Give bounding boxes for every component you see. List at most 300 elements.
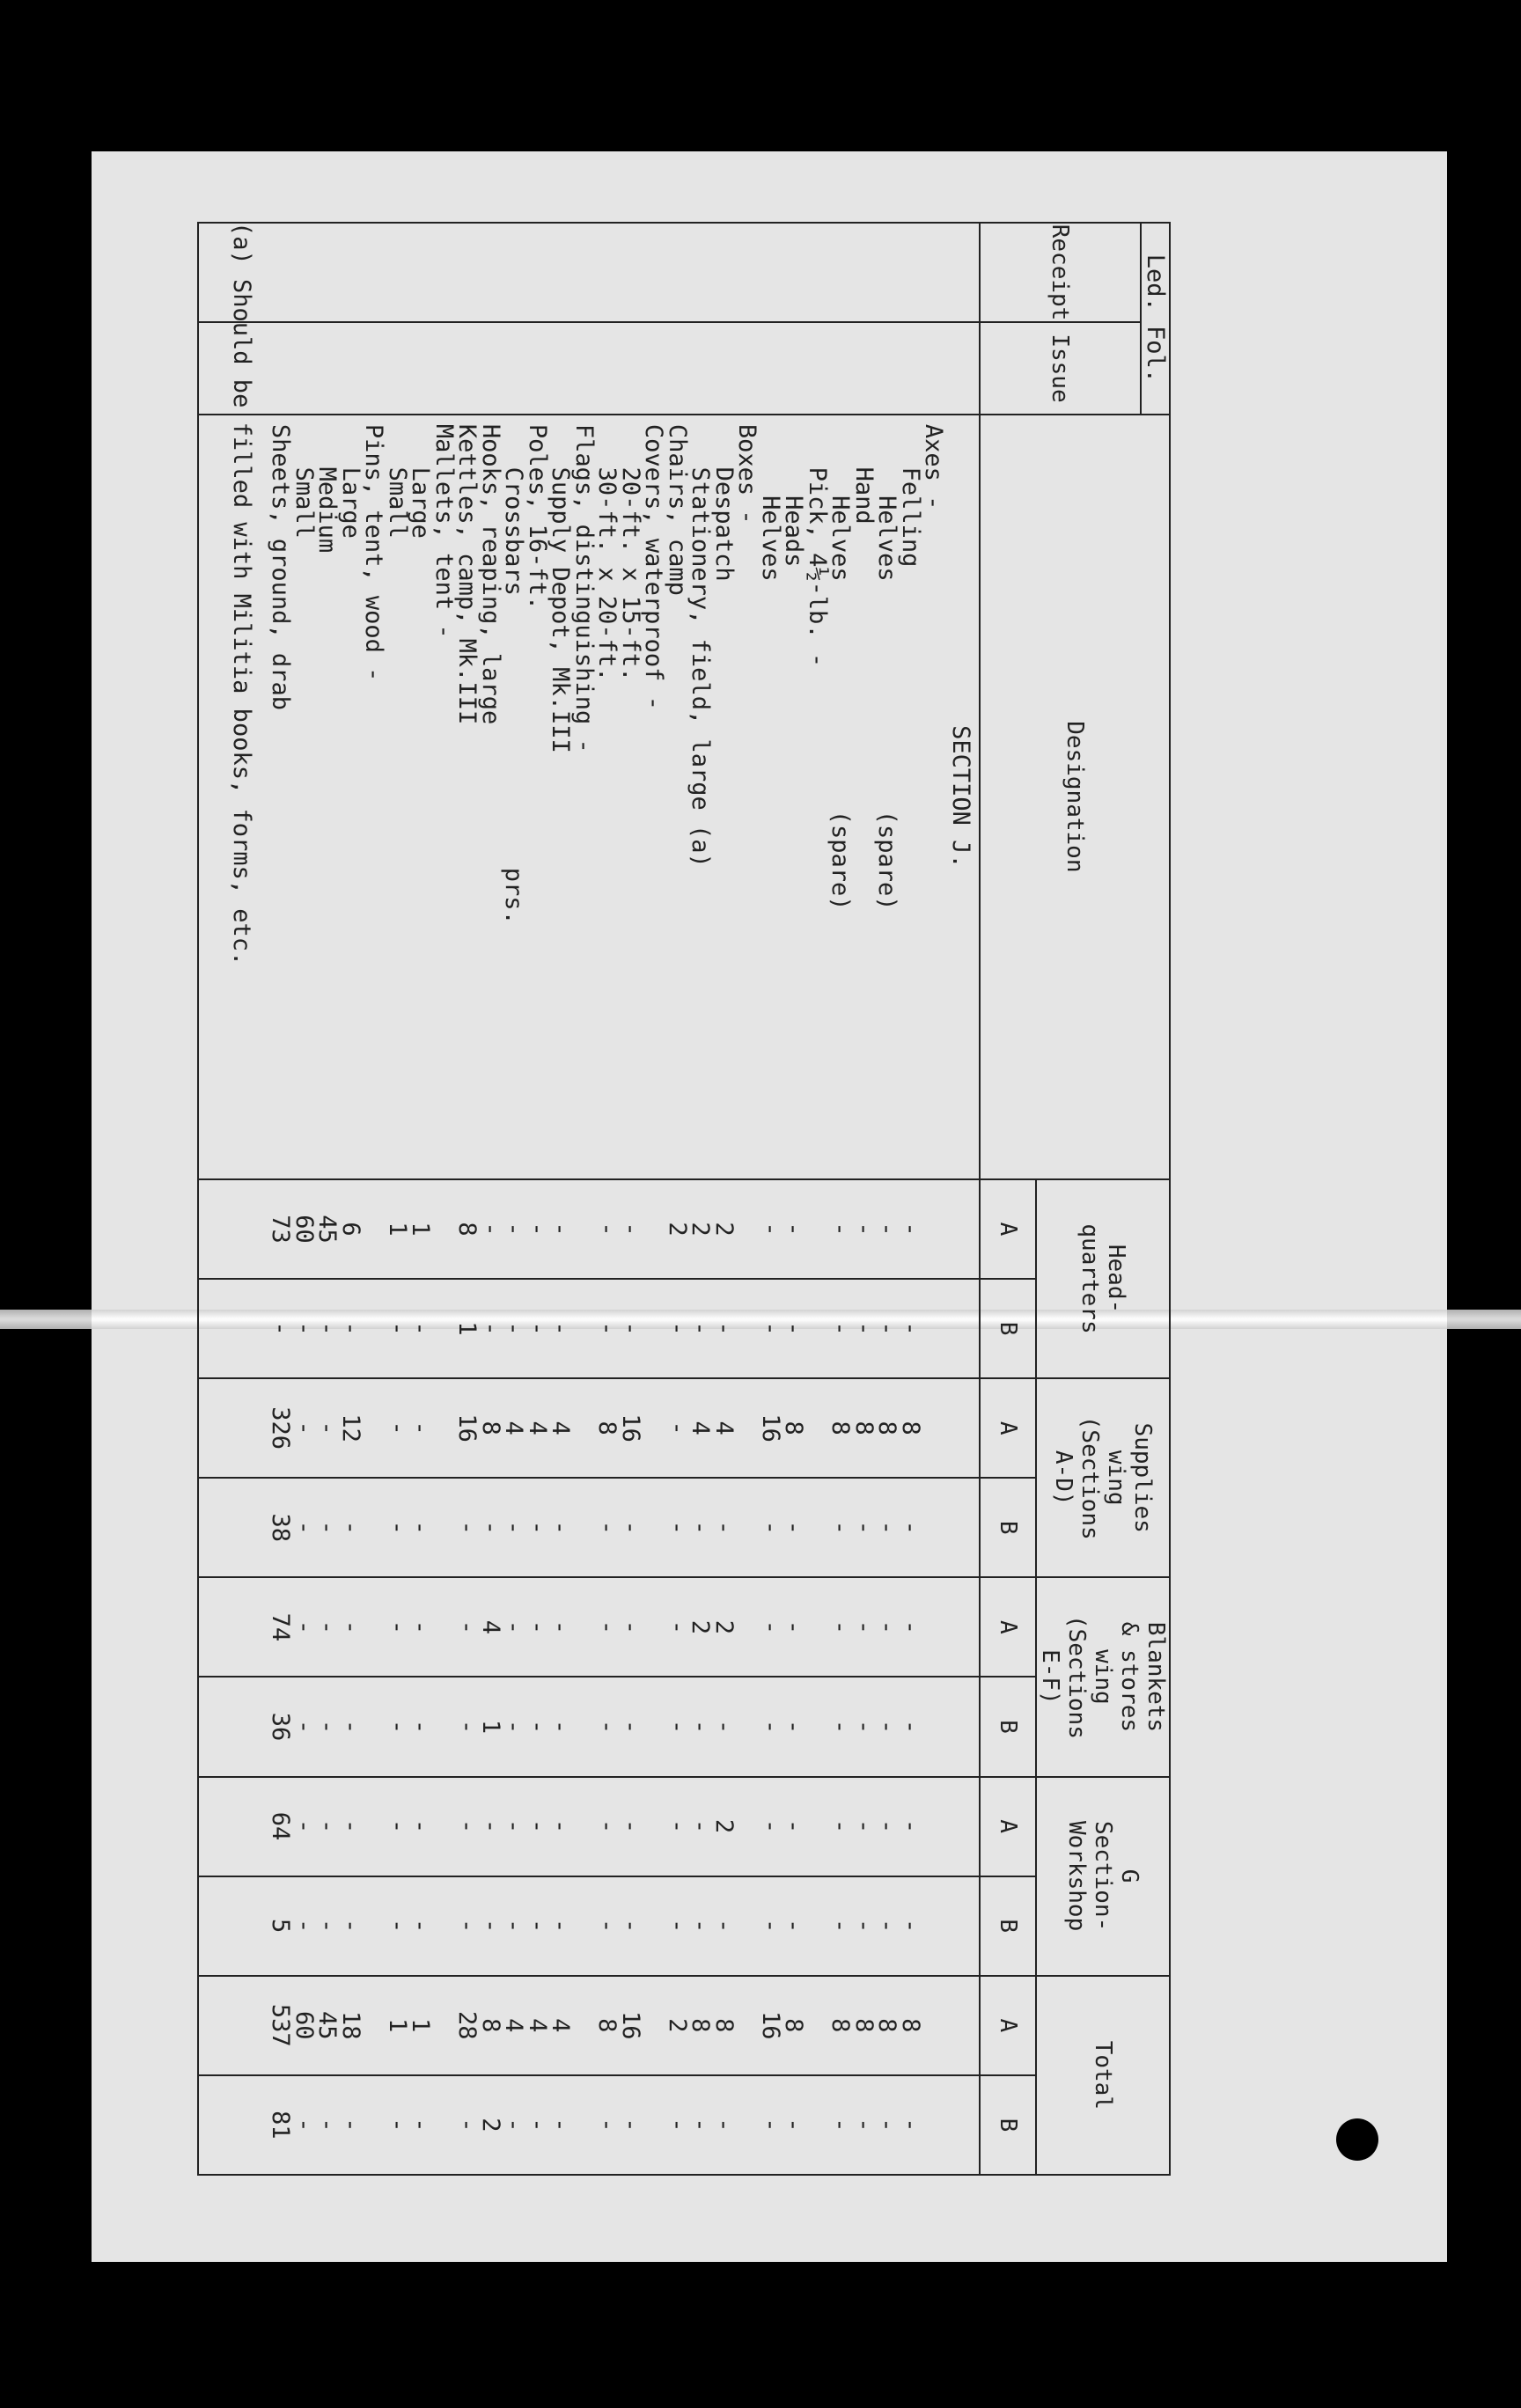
stores-table bbox=[197, 222, 1171, 2176]
table-cell: - bbox=[313, 1421, 342, 1435]
column-spacer bbox=[945, 1881, 973, 1971]
total-a-column bbox=[198, 1976, 980, 2075]
table-cell bbox=[922, 1184, 945, 1274]
table-cell: - bbox=[477, 1919, 504, 1934]
table-cell bbox=[735, 1881, 759, 1971]
table-cell: - bbox=[384, 1321, 411, 1336]
designation-row: Kettles, camp, Mk.III bbox=[453, 423, 481, 725]
designation-row: Flags, distinguishing - bbox=[570, 423, 598, 753]
designation-row: Stationery, field, large (a) bbox=[687, 423, 715, 868]
table-cell: - bbox=[384, 1719, 411, 1735]
table-cell: - bbox=[547, 2118, 575, 2133]
table-cell: 8 bbox=[477, 1421, 504, 1435]
table-cell: - bbox=[267, 1321, 295, 1336]
table-cell: 74 bbox=[267, 1612, 295, 1642]
table-cell: - bbox=[453, 1719, 481, 1735]
table-cell: 1 bbox=[407, 1222, 435, 1237]
table-cell bbox=[432, 1482, 456, 1573]
table-cell bbox=[805, 1283, 829, 1374]
table-cell bbox=[572, 1881, 596, 1971]
table-cell: - bbox=[757, 1919, 784, 1934]
table-cell: - bbox=[547, 1719, 575, 1735]
table-cell: - bbox=[547, 1222, 575, 1237]
subcolumn-header: B bbox=[980, 2075, 1036, 2175]
table-cell: 45 bbox=[313, 1215, 342, 1244]
table-cell: - bbox=[827, 1520, 855, 1535]
table-cell: - bbox=[710, 2118, 738, 2133]
table-cell bbox=[735, 1980, 759, 2071]
designation-header: Designation bbox=[980, 415, 1170, 1179]
supplies-a-column bbox=[198, 1378, 980, 1478]
table-cell bbox=[922, 1781, 945, 1872]
table-cell: - bbox=[500, 1222, 528, 1237]
table-cell: - bbox=[850, 1919, 878, 1934]
subcolumn-header: B bbox=[980, 1478, 1036, 1577]
designation-row: Large bbox=[407, 423, 435, 539]
issue-header: Issue bbox=[980, 322, 1141, 415]
table-cell bbox=[642, 1681, 665, 1772]
group-header-blankets: Blankets & stores wing (Sections E-F) bbox=[1036, 1577, 1170, 1776]
table-cell: 5 bbox=[267, 1919, 295, 1934]
table-cell: - bbox=[407, 1421, 435, 1435]
table-cell bbox=[805, 1781, 829, 1872]
table-cell: - bbox=[897, 1719, 924, 1735]
table-cell: 8 bbox=[897, 2018, 924, 2033]
table-cell: 45 bbox=[313, 2011, 342, 2040]
table-cell: - bbox=[500, 1719, 528, 1735]
table-cell bbox=[642, 1283, 665, 1374]
table-cell bbox=[362, 1283, 386, 1374]
table-cell: - bbox=[664, 2118, 691, 2133]
table-cell: - bbox=[757, 1520, 784, 1535]
designation-row: Heads bbox=[780, 423, 808, 568]
designation-row: Pick, 4½-lb. - bbox=[804, 423, 831, 668]
table-cell: - bbox=[757, 1719, 784, 1735]
table-cell: - bbox=[617, 1520, 644, 1535]
table-cell: - bbox=[500, 1321, 528, 1336]
table-cell: 2 bbox=[710, 1818, 738, 1834]
table-cell: 8 bbox=[687, 2018, 715, 2033]
table-cell: - bbox=[384, 1421, 411, 1435]
table-cell: - bbox=[873, 1818, 901, 1834]
table-cell bbox=[432, 1184, 456, 1274]
table-cell bbox=[922, 1881, 945, 1971]
table-cell: 4 bbox=[547, 1421, 575, 1435]
table-cell: 8 bbox=[593, 2018, 621, 2033]
table-cell: - bbox=[617, 1719, 644, 1735]
table-cell: - bbox=[664, 1421, 691, 1435]
table-cell: 16 bbox=[617, 2011, 644, 2040]
table-cell: - bbox=[477, 1818, 504, 1834]
table-cell: - bbox=[827, 1719, 855, 1735]
table-cell: - bbox=[524, 1619, 551, 1634]
column-spacer bbox=[945, 2080, 973, 2170]
subcolumn-header: B bbox=[980, 1876, 1036, 1976]
table-cell: 4 bbox=[687, 1421, 715, 1435]
table-cell: - bbox=[897, 2118, 924, 2133]
table-cell bbox=[432, 1383, 456, 1473]
designation-row: Despatch bbox=[710, 423, 738, 582]
table-cell: - bbox=[407, 2118, 435, 2133]
table-cell: - bbox=[477, 1222, 504, 1237]
designation-row: Sheets, ground, drab bbox=[267, 423, 295, 710]
table-cell: 8 bbox=[780, 1421, 808, 1435]
table-cell: - bbox=[780, 2118, 808, 2133]
table-cell: 2 bbox=[710, 1619, 738, 1634]
table-cell: 73 bbox=[267, 1215, 295, 1244]
table-cell: - bbox=[850, 1520, 878, 1535]
table-cell: - bbox=[897, 1321, 924, 1336]
table-cell: - bbox=[593, 1919, 621, 1934]
table-cell: - bbox=[850, 1222, 878, 1237]
table-cell bbox=[362, 1980, 386, 2071]
designation-row: Hand bbox=[850, 423, 878, 525]
table-cell: - bbox=[827, 1222, 855, 1237]
table-cell bbox=[362, 1781, 386, 1872]
table-cell: 28 bbox=[453, 2011, 481, 2040]
table-cell: - bbox=[337, 2118, 364, 2133]
table-cell: - bbox=[617, 1222, 644, 1237]
table-cell: - bbox=[873, 1222, 901, 1237]
table-cell bbox=[805, 1383, 829, 1473]
group-header-workshop: G Section- Workshop bbox=[1036, 1777, 1170, 1976]
table-cell: - bbox=[664, 1520, 691, 1535]
table-cell: - bbox=[500, 1520, 528, 1535]
table-cell: - bbox=[547, 1321, 575, 1336]
table-cell: - bbox=[290, 1719, 318, 1735]
table-cell bbox=[735, 1582, 759, 1672]
table-cell: - bbox=[687, 2118, 715, 2133]
table-cell: - bbox=[780, 1719, 808, 1735]
table-cell: - bbox=[337, 1719, 364, 1735]
group-header-headquarters: Head- quarters bbox=[1036, 1179, 1170, 1378]
table-cell: - bbox=[524, 1719, 551, 1735]
table-cell bbox=[735, 1781, 759, 1872]
table-cell: - bbox=[337, 1321, 364, 1336]
table-cell: - bbox=[873, 1321, 901, 1336]
table-cell bbox=[572, 1383, 596, 1473]
table-cell bbox=[735, 1681, 759, 1772]
table-cell: - bbox=[407, 1520, 435, 1535]
table-cell: 8 bbox=[827, 1421, 855, 1435]
rotated-form bbox=[185, 222, 1171, 2176]
subcolumn-header: B bbox=[980, 1677, 1036, 1776]
column-spacer bbox=[945, 1980, 973, 2071]
table-cell: - bbox=[710, 1520, 738, 1535]
table-cell: - bbox=[897, 1520, 924, 1535]
table-cell: - bbox=[313, 1619, 342, 1634]
table-cell: - bbox=[664, 1818, 691, 1834]
table-cell: - bbox=[547, 1919, 575, 1934]
table-cell: 8 bbox=[593, 1421, 621, 1435]
table-cell: - bbox=[547, 1619, 575, 1634]
table-cell: 2 bbox=[664, 2018, 691, 2033]
table-cell bbox=[432, 1980, 456, 2071]
table-cell: - bbox=[500, 1919, 528, 1934]
table-cell: - bbox=[757, 1818, 784, 1834]
table-cell: - bbox=[524, 1222, 551, 1237]
table-cell: 4 bbox=[500, 1421, 528, 1435]
table-cell: - bbox=[547, 1520, 575, 1535]
table-cell: - bbox=[313, 1321, 342, 1336]
table-cell: 81 bbox=[267, 2111, 295, 2140]
table-cell bbox=[572, 1482, 596, 1573]
table-cell bbox=[735, 1184, 759, 1274]
table-cell: - bbox=[617, 1619, 644, 1634]
designation-row: Helves (spare) bbox=[873, 423, 901, 911]
table-cell: 60 bbox=[290, 1215, 318, 1244]
designation-row: 20-ft. x 15-ft. bbox=[617, 423, 644, 682]
issue-column bbox=[198, 322, 980, 415]
table-cell: - bbox=[407, 1619, 435, 1634]
table-cell: - bbox=[593, 1520, 621, 1535]
table-cell: 1 bbox=[453, 1321, 481, 1336]
table-cell: - bbox=[850, 2118, 878, 2133]
section-title: SECTION J. bbox=[947, 725, 974, 869]
table-cell: 60 bbox=[290, 2011, 318, 2040]
table-cell bbox=[642, 1881, 665, 1971]
total-b-column bbox=[198, 2075, 980, 2175]
table-cell: - bbox=[710, 1321, 738, 1336]
table-cell: - bbox=[453, 1520, 481, 1535]
table-cell: - bbox=[850, 1321, 878, 1336]
table-cell: 16 bbox=[453, 1413, 481, 1443]
table-cell bbox=[572, 1283, 596, 1374]
table-cell: - bbox=[780, 1520, 808, 1535]
designation-row: Chairs, camp bbox=[664, 423, 691, 596]
column-spacer bbox=[945, 1781, 973, 1872]
table-cell bbox=[805, 1184, 829, 1274]
designation-row: Large bbox=[337, 423, 364, 539]
table-cell bbox=[572, 1781, 596, 1872]
table-cell bbox=[735, 2080, 759, 2170]
designation-row: Helves bbox=[757, 423, 784, 582]
subcolumn-header: A bbox=[980, 1577, 1036, 1677]
table-cell: 1 bbox=[384, 2018, 411, 2033]
table-cell: - bbox=[617, 1818, 644, 1834]
table-cell bbox=[362, 1184, 386, 1274]
designation-row: Crossbars prs. bbox=[500, 423, 528, 925]
table-cell: 36 bbox=[267, 1712, 295, 1742]
table-cell bbox=[805, 2080, 829, 2170]
designation-row: Poles, 16-ft. bbox=[524, 423, 551, 611]
table-cell: - bbox=[593, 1222, 621, 1237]
table-cell: - bbox=[453, 1818, 481, 1834]
table-cell: - bbox=[827, 2118, 855, 2133]
table-cell: - bbox=[664, 1321, 691, 1336]
table-cell: - bbox=[477, 1321, 504, 1336]
designation-row: Axes - bbox=[920, 423, 948, 510]
table-cell: 4 bbox=[500, 2018, 528, 2033]
table-cell: 2 bbox=[710, 1222, 738, 1237]
table-cell: - bbox=[593, 1321, 621, 1336]
table-cell bbox=[432, 2080, 456, 2170]
table-cell: - bbox=[617, 2118, 644, 2133]
table-cell: 2 bbox=[687, 1222, 715, 1237]
table-cell bbox=[805, 1881, 829, 1971]
table-cell: - bbox=[897, 1619, 924, 1634]
table-cell: - bbox=[500, 2118, 528, 2133]
table-cell bbox=[805, 1582, 829, 1672]
supplies-b-column bbox=[198, 1478, 980, 1577]
group-header-total: Total bbox=[1036, 1976, 1170, 2175]
table-cell: - bbox=[873, 1919, 901, 1934]
designation-row: Hooks, reaping, large bbox=[477, 423, 504, 725]
table-cell: - bbox=[453, 2118, 481, 2133]
table-cell: - bbox=[897, 1818, 924, 1834]
table-cell: - bbox=[384, 1619, 411, 1634]
table-cell: 8 bbox=[780, 2018, 808, 2033]
table-cell: - bbox=[757, 1222, 784, 1237]
table-cell: - bbox=[617, 1919, 644, 1934]
table-cell: - bbox=[710, 1719, 738, 1735]
table-cell: - bbox=[687, 1818, 715, 1834]
table-cell: - bbox=[593, 1719, 621, 1735]
table-cell bbox=[642, 1980, 665, 2071]
table-cell: - bbox=[500, 1619, 528, 1634]
table-cell: 18 bbox=[337, 2011, 364, 2040]
designation-row: Helves (spare) bbox=[827, 423, 855, 911]
column-spacer bbox=[945, 1681, 973, 1772]
column-spacer bbox=[945, 1383, 973, 1473]
table-cell: 8 bbox=[453, 1222, 481, 1237]
table-cell: - bbox=[407, 1818, 435, 1834]
table-cell: - bbox=[313, 1719, 342, 1735]
table-cell: - bbox=[780, 1222, 808, 1237]
table-cell bbox=[642, 1383, 665, 1473]
table-cell: 8 bbox=[477, 2018, 504, 2033]
subcolumn-header: B bbox=[980, 1279, 1036, 1378]
designation-row: Small bbox=[384, 423, 411, 539]
scan-marker-dot bbox=[1336, 2118, 1378, 2161]
table-cell bbox=[922, 1681, 945, 1772]
table-cell bbox=[805, 1681, 829, 1772]
table-cell: 16 bbox=[757, 1413, 784, 1443]
table-cell: 4 bbox=[547, 2018, 575, 2033]
table-cell: 8 bbox=[827, 2018, 855, 2033]
table-cell bbox=[735, 1283, 759, 1374]
hq-b-column bbox=[198, 1279, 980, 1378]
table-cell: 64 bbox=[267, 1811, 295, 1841]
table-cell: - bbox=[290, 2118, 318, 2133]
designation-row: Mallets, tent - bbox=[430, 423, 458, 639]
table-cell: - bbox=[780, 1619, 808, 1634]
table-cell: - bbox=[453, 1619, 481, 1634]
table-cell: - bbox=[827, 1321, 855, 1336]
table-cell: 8 bbox=[850, 2018, 878, 2033]
table-cell: - bbox=[827, 1818, 855, 1834]
table-cell: - bbox=[873, 1719, 901, 1735]
table-cell bbox=[362, 1482, 386, 1573]
table-cell: - bbox=[547, 1818, 575, 1834]
table-cell bbox=[362, 2080, 386, 2170]
designation-row: Small bbox=[290, 423, 318, 539]
table-cell bbox=[572, 2080, 596, 2170]
column-spacer bbox=[945, 1283, 973, 1374]
table-cell: - bbox=[384, 1818, 411, 1834]
table-cell: - bbox=[337, 1818, 364, 1834]
table-cell: - bbox=[290, 1520, 318, 1535]
table-cell: 4 bbox=[524, 1421, 551, 1435]
table-cell: - bbox=[687, 1919, 715, 1934]
table-cell: 8 bbox=[873, 2018, 901, 2033]
table-cell: 4 bbox=[710, 1421, 738, 1435]
designation-row: 30-ft. x 20-ft. bbox=[593, 423, 621, 682]
table-cell: 1 bbox=[407, 2018, 435, 2033]
table-cell: - bbox=[617, 1321, 644, 1336]
table-cell: 16 bbox=[617, 1413, 644, 1443]
table-cell: - bbox=[524, 2118, 551, 2133]
table-cell bbox=[432, 1881, 456, 1971]
column-spacer bbox=[945, 1482, 973, 1573]
table-cell: 2 bbox=[477, 2118, 504, 2133]
table-cell bbox=[642, 2080, 665, 2170]
table-cell: - bbox=[290, 1818, 318, 1834]
table-cell bbox=[642, 1582, 665, 1672]
table-cell bbox=[642, 1781, 665, 1872]
table-cell bbox=[432, 1681, 456, 1772]
subcolumn-header: A bbox=[980, 1777, 1036, 1876]
table-cell: - bbox=[850, 1719, 878, 1735]
table-cell: - bbox=[873, 1520, 901, 1535]
table-cell: - bbox=[757, 1321, 784, 1336]
table-cell: - bbox=[313, 1818, 342, 1834]
table-cell bbox=[572, 1184, 596, 1274]
table-cell bbox=[572, 1582, 596, 1672]
table-cell: 4 bbox=[524, 2018, 551, 2033]
table-cell bbox=[922, 1283, 945, 1374]
table-cell: - bbox=[897, 1919, 924, 1934]
table-cell bbox=[922, 2080, 945, 2170]
table-cell: - bbox=[873, 1619, 901, 1634]
designation-row: Boxes - bbox=[733, 423, 761, 525]
table-cell: - bbox=[687, 1321, 715, 1336]
table-cell: - bbox=[313, 1520, 342, 1535]
table-cell bbox=[642, 1482, 665, 1573]
table-cell: - bbox=[687, 1719, 715, 1735]
table-cell: - bbox=[850, 1818, 878, 1834]
designation-column bbox=[198, 415, 980, 1179]
table-cell bbox=[922, 1980, 945, 2071]
table-cell bbox=[432, 1582, 456, 1672]
designation-row: Medium bbox=[313, 423, 342, 554]
table-cell: - bbox=[313, 1919, 342, 1934]
ledger-folio-header: Led. Fol. bbox=[1141, 223, 1170, 415]
table-cell: - bbox=[407, 1719, 435, 1735]
table-cell: - bbox=[897, 1222, 924, 1237]
table-cell bbox=[735, 1383, 759, 1473]
table-cell: - bbox=[524, 1321, 551, 1336]
table-cell: - bbox=[593, 1818, 621, 1834]
footnote: (a) Should be filled with Militia books, forms, etc. bbox=[228, 222, 255, 966]
receipt-header: Receipt bbox=[980, 223, 1141, 322]
table-cell: 38 bbox=[267, 1513, 295, 1543]
table-cell: - bbox=[593, 2118, 621, 2133]
table-cell: - bbox=[710, 1919, 738, 1934]
table-cell: - bbox=[827, 1619, 855, 1634]
table-cell: 2 bbox=[687, 1619, 715, 1634]
table-cell: - bbox=[687, 1520, 715, 1535]
table-cell bbox=[922, 1582, 945, 1672]
table-cell: - bbox=[290, 1321, 318, 1336]
table-cell bbox=[362, 1681, 386, 1772]
table-cell: - bbox=[524, 1919, 551, 1934]
table-cell bbox=[362, 1582, 386, 1672]
table-cell bbox=[572, 1980, 596, 2071]
table-cell: - bbox=[453, 1919, 481, 1934]
table-cell: 4 bbox=[477, 1619, 504, 1634]
table-cell bbox=[805, 1482, 829, 1573]
